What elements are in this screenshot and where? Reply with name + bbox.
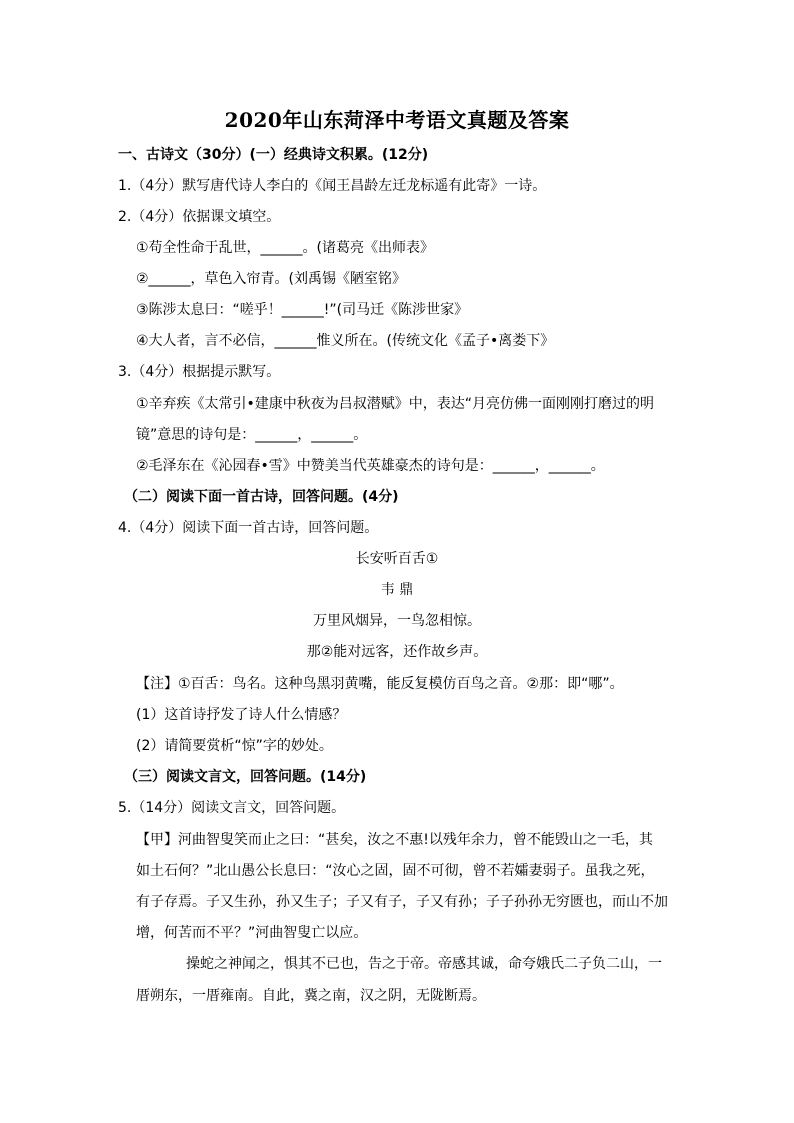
section-heading-classical-prose: （三）阅读文言文，回答问题。(14分) — [124, 769, 367, 785]
poem-line-1: 万里风烟异，一鸟忽相惊。 — [313, 613, 481, 629]
poem-title: 长安听百舌① — [355, 551, 439, 567]
passage-line: 有子存焉。子又生孙，孙又生子；子又有子，子又有孙；子子孙孙无穷匮也，而山不加 — [136, 894, 668, 910]
poem-line-2: 那②能对远客，还作故乡声。 — [306, 644, 488, 660]
question-2: 2.（4分）依据课文填空。 — [118, 209, 281, 225]
poem-note: 【注】①百舌：鸟名。这种鸟黑羽黄嘴，能反复模仿百鸟之音。②那：即“哪”。 — [136, 676, 624, 692]
section-heading-poem-reading: （二）阅读下面一首古诗，回答问题。(4分) — [124, 489, 399, 505]
section-heading-classical-poetry: 一、古诗文（30分）(一）经典诗文积累。(12分) — [118, 147, 429, 163]
passage-line: 厝朔东，一厝雍南。自此，冀之南，汉之阴，无陇断焉。 — [136, 988, 486, 1004]
question-2-item-1: ①苟全性命于乱世，______。(诸葛亮《出师表》 — [136, 240, 435, 256]
passage-line: 操蛇之神闻之，惧其不已也，告之于帝。帝感其诚，命夸娥氏二子负二山，一 — [186, 956, 662, 972]
question-2-item-4: ④大人者，言不必信，______惟义所在。(传统文化《孟子•离娄下》 — [136, 333, 555, 349]
question-3: 3.（4分）根据提示默写。 — [118, 364, 281, 380]
question-4: 4.（4分）阅读下面一首古诗，回答问题。 — [118, 520, 379, 536]
passage-line: 如土石何？”北山愚公长息曰：“汝心之固，固不可彻，曾不若孀妻弱子。虽我之死， — [136, 863, 655, 879]
question-3-item-2: ②毛泽东在《沁园春•雪》中赞美当代英雄豪杰的诗句是：______，______。 — [136, 458, 605, 474]
poem-author: 韦 鼎 — [380, 582, 414, 598]
question-2-item-2: ②______，草色入帘青。(刘禹锡《陋室铭》 — [136, 271, 407, 287]
passage-line: 增，何苦而不平？”河曲智叟亡以应。 — [136, 925, 368, 941]
question-2-item-3: ③陈涉太息曰：“嗟乎！______!”(司马迁《陈涉世家》 — [136, 302, 469, 318]
question-1: 1.（4分）默写唐代诗人李白的《闻王昌龄左迁龙标遥有此寄》一诗。 — [118, 178, 547, 194]
question-5: 5.（14分）阅读文言文，回答问题。 — [118, 800, 346, 816]
question-3-item-1-line-1: ①辛弃疾《太常引•建康中秋夜为吕叔潜赋》中，表达“月亮仿佛一面刚刚打磨过的明 — [136, 396, 655, 412]
page-title: 2020年山东菏泽中考语文真题及答案 — [224, 108, 570, 132]
question-4-sub-1: (1）这首诗抒发了诗人什么情感？ — [136, 707, 347, 723]
question-4-sub-2: (2）请简要赏析“惊”字的妙处。 — [136, 738, 333, 754]
question-3-item-1-line-2: 镜”意思的诗句是：______，______。 — [136, 427, 368, 443]
passage-line: 【甲】河曲智叟笑而止之曰：“甚矣，汝之不惠!以残年余力，曾不能毁山之一毛，其 — [136, 832, 653, 848]
